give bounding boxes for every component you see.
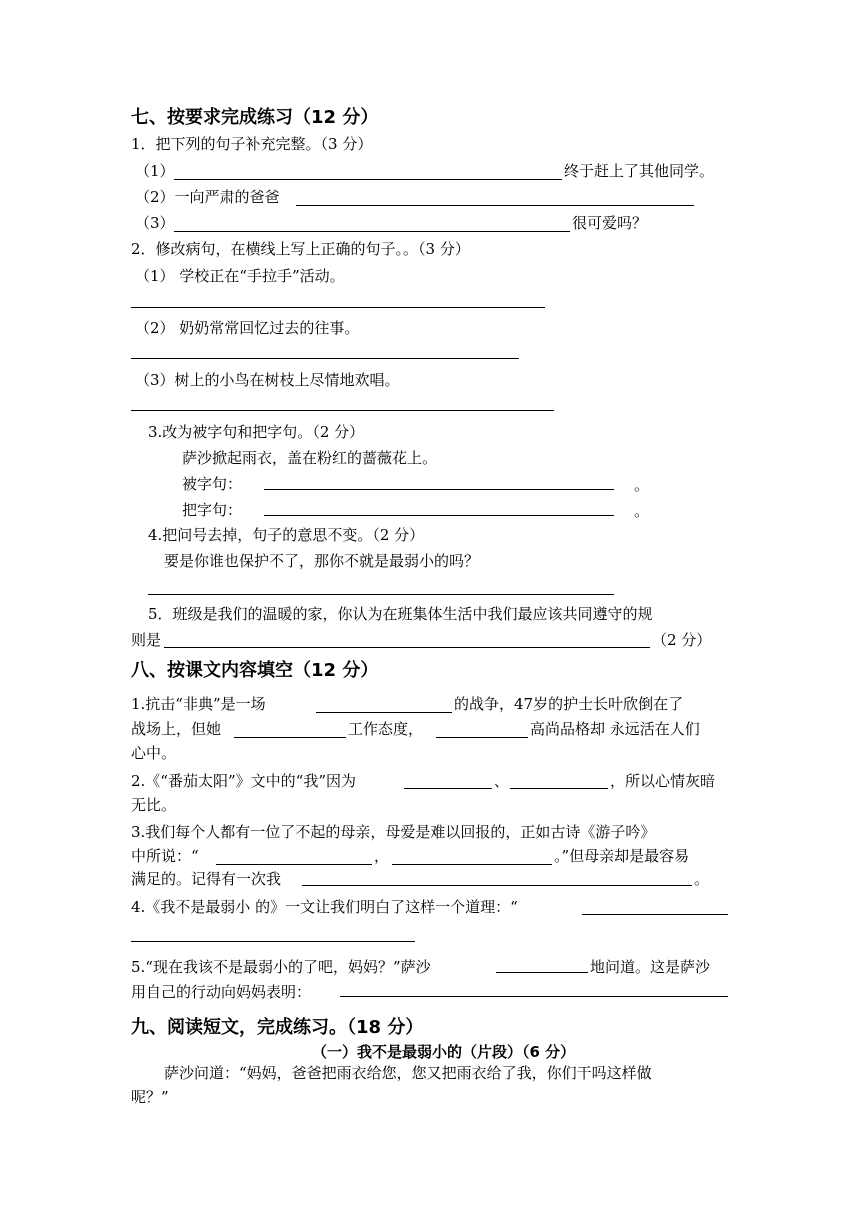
s8-q2-blank1[interactable]: [404, 788, 492, 789]
s8-q1-l3: 心中。: [131, 744, 177, 762]
q3-bei-blank[interactable]: [264, 489, 614, 490]
q3-ba-label: 把字句：: [182, 501, 243, 519]
q3-bei-period: 。: [634, 476, 650, 494]
s8-q4-blank2[interactable]: [131, 941, 415, 942]
s8-q4-blank1[interactable]: [582, 914, 728, 915]
q1a-blank[interactable]: [174, 179, 562, 180]
q1c-blank[interactable]: [174, 231, 570, 232]
q2b-blank[interactable]: [131, 358, 519, 359]
s8-q3-l3a: 满足的。记得有一次我: [131, 870, 282, 888]
q3-title: 3.改为被字句和把字句。（2 分）: [148, 423, 365, 441]
s8-q3-l2a: 中所说：“: [131, 847, 199, 865]
s8-q3-blank1[interactable]: [216, 864, 372, 865]
section-9-title: 九、阅读短文，完成练习。（18 分）: [131, 1017, 424, 1038]
s8-q1-l2c: 高尚品格却 永远活在人们: [530, 720, 700, 738]
s8-q3-l3b: 。: [694, 870, 710, 888]
q3-bei-label: 被字句：: [182, 475, 243, 493]
q2a-blank[interactable]: [131, 307, 545, 308]
q1b-blank[interactable]: [296, 205, 694, 206]
s8-q2-l1b: 、: [494, 772, 510, 790]
s8-q1-blank1[interactable]: [316, 712, 452, 713]
q2c-blank[interactable]: [131, 410, 554, 411]
q4-blank[interactable]: [148, 594, 614, 595]
q1-title: 1．把下列的句子补充完整。（3 分）: [131, 135, 373, 153]
q2c-sentence: （3）树上的小鸟在树枝上尽情地欢唱。: [135, 371, 400, 389]
section-8-title: 八、按课文内容填空（12 分）: [131, 660, 379, 681]
q5-line2-head: 则是: [131, 631, 162, 649]
s8-q1-l2b: 工作态度，: [348, 720, 424, 738]
q2b-sentence: （2） 奶奶常常回忆过去的往事。: [135, 319, 360, 337]
s8-q3-blank2[interactable]: [392, 864, 552, 865]
s8-q3-blank3[interactable]: [302, 885, 692, 886]
s8-q5-l1a: 5.“现在我该不是最弱小的了吧，妈妈？”萨沙: [131, 958, 431, 976]
q2a-sentence: （1） 学校正在“手拉手”活动。: [135, 267, 345, 285]
s8-q1-l2a: 战场上，但她: [131, 720, 222, 738]
s8-q5-blank2[interactable]: [340, 996, 728, 997]
s8-q2-blank2[interactable]: [510, 788, 608, 789]
s8-q3-l1: 3.我们每个人都有一位了不起的母亲，母爱是难以回报的，正如古诗《游子吟》: [131, 823, 656, 841]
q5-blank[interactable]: [164, 647, 650, 648]
q1b-head: （2）一向严肃的爸爸: [135, 188, 280, 206]
q3-sentence: 萨沙掀起雨衣，盖在粉红的蔷薇花上。: [182, 449, 438, 467]
passage-title: （一）我不是最弱小的（片段）（6 分）: [312, 1043, 576, 1061]
s8-q2-l1a: 2.《“番茄太阳”》文中的“我”因为: [131, 772, 356, 790]
q1a-tail: 终于赶上了其他同学。: [564, 162, 715, 180]
q1c-number: （3）: [135, 214, 175, 232]
q4-sentence: 要是你谁也保护不了，那你不就是最弱小的吗？: [164, 552, 480, 570]
s8-q1-blank2[interactable]: [234, 737, 346, 738]
section-7-title: 七、按要求完成练习（12 分）: [131, 107, 379, 128]
s8-q1-blank3[interactable]: [436, 737, 528, 738]
s8-q4-l1: 4.《我不是最弱小 的》一文让我们明白了这样一个道理：“: [131, 898, 518, 916]
s8-q2-l1c: ，所以心情灰暗: [610, 772, 716, 790]
q2-title: 2．修改病句，在横线上写上正确的句子。。（3 分）: [131, 240, 470, 258]
s8-q2-l2: 无比。: [131, 796, 177, 814]
q1a-number: （1）: [135, 162, 175, 180]
s8-q3-l2b: ，: [374, 847, 390, 865]
passage-paragraph-1-cont: 呢？”: [131, 1088, 169, 1106]
s8-q5-l2: 用自己的行动向妈妈表明：: [131, 983, 312, 1001]
q3-ba-period: 。: [634, 502, 650, 520]
q5-line2-tail: （2 分）: [652, 631, 712, 649]
passage-paragraph-1: 萨沙问道：“妈妈，爸爸把雨衣给您，您又把雨衣给了我，你们干吗这样做: [164, 1064, 652, 1082]
q3-ba-blank[interactable]: [264, 515, 614, 516]
q5-line1: 5．班级是我们的温暖的家，你认为在班集体生活中我们最应该共同遵守的规: [148, 605, 653, 623]
q1c-tail: 很可爱吗？: [572, 214, 648, 232]
s8-q3-l2c: 。”但母亲却是最容易: [554, 847, 690, 865]
q4-title: 4.把问号去掉，句子的意思不变。（2 分）: [148, 526, 425, 544]
s8-q5-l1b: 地问道。这是萨沙: [590, 958, 711, 976]
s8-q1-l1b: 的战争，47岁的护士长叶欣倒在了: [454, 695, 684, 713]
s8-q1-l1a: 1.抗击“非典”是一场: [131, 695, 266, 713]
s8-q5-blank1[interactable]: [496, 972, 588, 973]
